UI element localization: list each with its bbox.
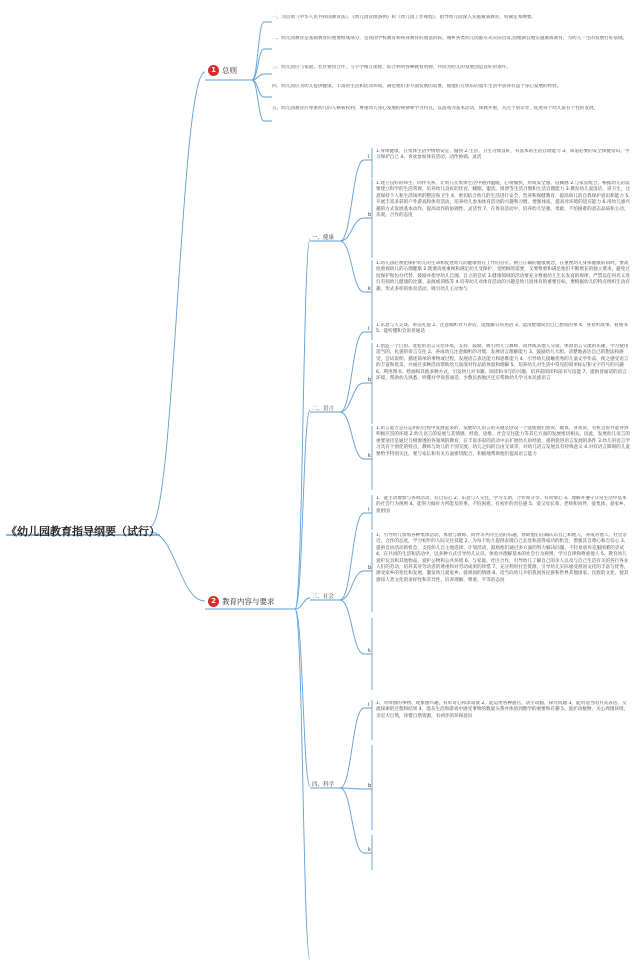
level-marker-k: k (368, 453, 371, 459)
level-marker-k: k (368, 648, 371, 654)
level-marker-i: i (368, 507, 370, 513)
level-marker-k: k (368, 286, 371, 292)
sub-language[interactable]: 二、语言 (312, 406, 335, 412)
general-item-1: 一、为贯彻《中华人民共和国教育法》、《幼儿园管理条例》和《幼儿园工作规程》，指导幼儿园深入实施素质教育，特制定本纲要。 (272, 15, 537, 20)
root-title: 《幼儿园教育指导纲要（试行） (6, 525, 160, 538)
level-marker-i: i (368, 702, 370, 708)
health-guidance-text: 1.幼儿园必须把保护幼儿的生命和促进幼儿的健康放在工作的首位。树立正确的健康观念，在重视幼儿身体健康的同时，要高度重视幼儿的心理健康 2.既要高度重视和满足幼儿受保护、受照顾的需要，又要尊重和满足他们不断增长的独立要求，避免过度保护和包办代替，鼓励并指导幼儿自理、自立的尝试 3.健康领域的活动要充分尊重幼儿生长发育的规律，严禁以任何名义进行有损幼儿健康的比赛、表演或训练等 4.培养幼儿对体育活动的兴趣是幼儿园体育的重要目标，要根据幼儿的特点组织生动有趣、形式多样的体育活动，吸引幼儿主动参与 (376, 261, 630, 292)
section-number-badge: 1 (208, 65, 219, 76)
level-marker-k: k (368, 847, 371, 853)
level-marker-i: i (368, 326, 370, 332)
general-item-3: 三、幼儿园应与家庭、社区密切合作，与小学相互衔接，综合利用各种教育资源，共同为幼儿的发展创造良好的条件。 (272, 65, 511, 70)
health-goals-text: 1.身体健康，在集体生活中情绪安定、愉快 2.生活、卫生习惯良好，有基本的生活自理能力 3、知道必要的安全保健常识，学习保护自己 4、喜欢参加体育活动，动作协调、灵活 (376, 149, 630, 161)
section-label: 教育内容与要求 (222, 597, 275, 606)
sub-health[interactable]: 一、健康 (312, 235, 335, 241)
section-content-requirements[interactable] (208, 596, 275, 607)
general-item-2: 二、幼儿园教育是基础教育的重要组成部分，是我国学校教育和终身教育的奠基阶段。城乡各类幼儿园都应从实际出发,因地制宜地实施素质教育，为幼儿一生的发展打好基础。 (272, 36, 628, 41)
level-marker-b: b (368, 565, 372, 571)
science-goals-text: 1、对周围的事物、现象感兴趣，有好奇心和求知欲 2、能运用各种感官，动手动脑，探究问题 3、能用适当的方式表达、交流探索的过程和结果 4、能从生活和游戏中感受事物的数量关系并体验到数学的重要和有趣 5、爱护动植物，关心周围环境，亲近大自然，珍惜自然资源，有初步的环保意识 (376, 701, 629, 719)
language-goals-text: 1.乐意与人交谈，讲话礼貌 2、注意倾听对方讲话，能理解日常用语 3、能清楚地说出自己想说的事 4、喜欢听故事、看图书 5、能听懂和会说普通话 (376, 323, 628, 335)
section-general[interactable] (208, 65, 237, 76)
section-number-badge: 2 (208, 596, 219, 607)
sub-social[interactable]: 三、社会 (312, 594, 335, 600)
health-content-text: 1.建立良好的师生、同伴关系，让幼儿在集体生活中感到温暖，心情愉快，形成安全感、信赖感 2.与家长配合，根据幼儿的需要建立科学的生活常规，培养幼儿良好的饮食、睡眠、盥洗、排泄等生活习惯和生活自理能力 3.教育幼儿爱清洁、讲卫生，注意保持个人和生活场所的整洁和卫生 4、密切结合幼儿的生活进行安全、营养和保健教育，提高幼儿的自我保护意识和能力 5.开展丰富多彩的户外游戏和体育活动，培养幼儿参加体育活动的兴趣和习惯，增强体质，提高对环境的适应能力 6.用幼儿感兴趣的方式发展基本动作，提高动作的协调性、灵活性 7、在体育活动中，培养幼儿坚强、勇敢、不怕困难的意志品质和主动、乐观、合作的态度 (376, 181, 630, 219)
general-item-5: 五、幼儿园教育应尊重幼儿的人格和权利，尊重幼儿身心发展的规律和学习特点，以游戏为基本活动，保教并重，关注个别差异，促进每个幼儿富有个性的发展。 (272, 106, 599, 111)
language-guidance-text: 1.语言能力是在运用的过程中发展起来的，发展幼儿语言的关键是创设一个能使他们想说、敢说、喜欢说、有机会说并能得到积极应答的环境 2.幼儿语言的发展与其情感、经验、思维、社会交往能力等其它方面的发展密切相关。因此，发展幼儿语言的重要途径是通过互相渗透的各领域的教育，在丰富多彩的活动中去扩展幼儿的经验，提供促进语言发展的条件 3.幼儿的语言学习具有个别化的特点，教师与幼儿的个别交流、幼儿之间的自由交谈等，对幼儿语言发展具有特殊意义 4.对有语言障碍的儿童要给予特别关注，要与家长和有关方面密切配合，积极地帮助他们提高语言能力 (376, 426, 630, 457)
level-marker-i: i (368, 154, 370, 160)
language-content-text: 1.创造一个自由、宽松的语言交往环境，支持、鼓励、吸引幼儿与教师、同伴或其他人交谈，体验语言交流的乐趣，学习使用适当的、礼貌的语言交往 2、养成幼儿注意倾听的习惯，发展语言理解能力 3、鼓励幼儿大胆、清楚地表达自己的想法和感受，尝试说明、描述简单的事物或过程，发展语言表达能力和思维能力 4、引导幼儿接触优秀的儿童文学作品，使之感受语言的丰富和优美，并通过多种活动帮助幼儿加深对作品的体验和理解 5、培养幼儿对生活中常见的简单标记和文字符号的兴趣 6、利用图书、绘画和其他多种方式，引发幼儿对书籍、阅读和书写的兴趣，培养前阅读和前书写技能 7、提供普通话的语言环境，帮助幼儿熟悉、听懂并学说普通话。少数民族地区还应帮助幼儿学习本民族语言 (376, 344, 629, 382)
level-marker-b: b (368, 783, 372, 789)
social-goals-text: 1、能主动地参与各项活动，有自信心 2、乐意与人交往，学习互助、合作和分享，有同情心 3、理解并遵守日常生活中基本的社会行为规则 4、能努力做好力所能及的事，不怕困难，有初步的责任感 5、爱父母长辈、老师和同伴，爱集体、爱家乡、爱祖国 (376, 496, 629, 514)
level-marker-b: b (368, 212, 372, 218)
social-content-text: 1、引导幼儿参加各种集体活动，体验与教师、同伴等共同生活的乐趣，帮助他们正确认识自己和他人，养成对他人、社会亲近、合作的态度，学习初步的人际交往技能 2、为每个幼儿提供表现自己长处和获得成功的机会，增强其自尊心和自信心 3、提供自由活动的机会，支持幼儿自主地选择、计划活动，鼓励他们通过多方面的努力解决问题，不轻易放弃克服困难的尝试 4、在共同的生活和活动中，以多种方式引导幼儿认识、体验并理解基本的社会行为规则，学习自律和尊重他人 5、教育幼儿爱护玩具和其他物品，爱护公物和公共环境 6、与家庭、社区合作，引导幼儿了解自己的亲人以及与自己生活有关的各行各业人们的劳动，培养其对劳动者的尊重和对劳动成果的珍惜 7、充分利用社会资源，引导幼儿实际感受祖国文化的丰富与优秀，感受家乡的变化和发展，激发幼儿爱家乡、爱祖国的情感 8、适当向幼儿介绍我国各民族和世界其他国家、民族的文化，使其感知人类文化的多样性和差异性，培养理解、尊重、平等的态度 (376, 533, 629, 583)
level-marker-b: b (368, 377, 372, 383)
section-label: 总则 (222, 66, 237, 75)
sub-science[interactable]: 四、科学 (312, 782, 335, 788)
general-item-4: 四、幼儿园应为幼儿提供健康、丰富的生活和活动环境，满足他们多方面发展的需要，使他们在快乐的童年生活中获得有益于身心发展的经验。 (272, 84, 562, 89)
